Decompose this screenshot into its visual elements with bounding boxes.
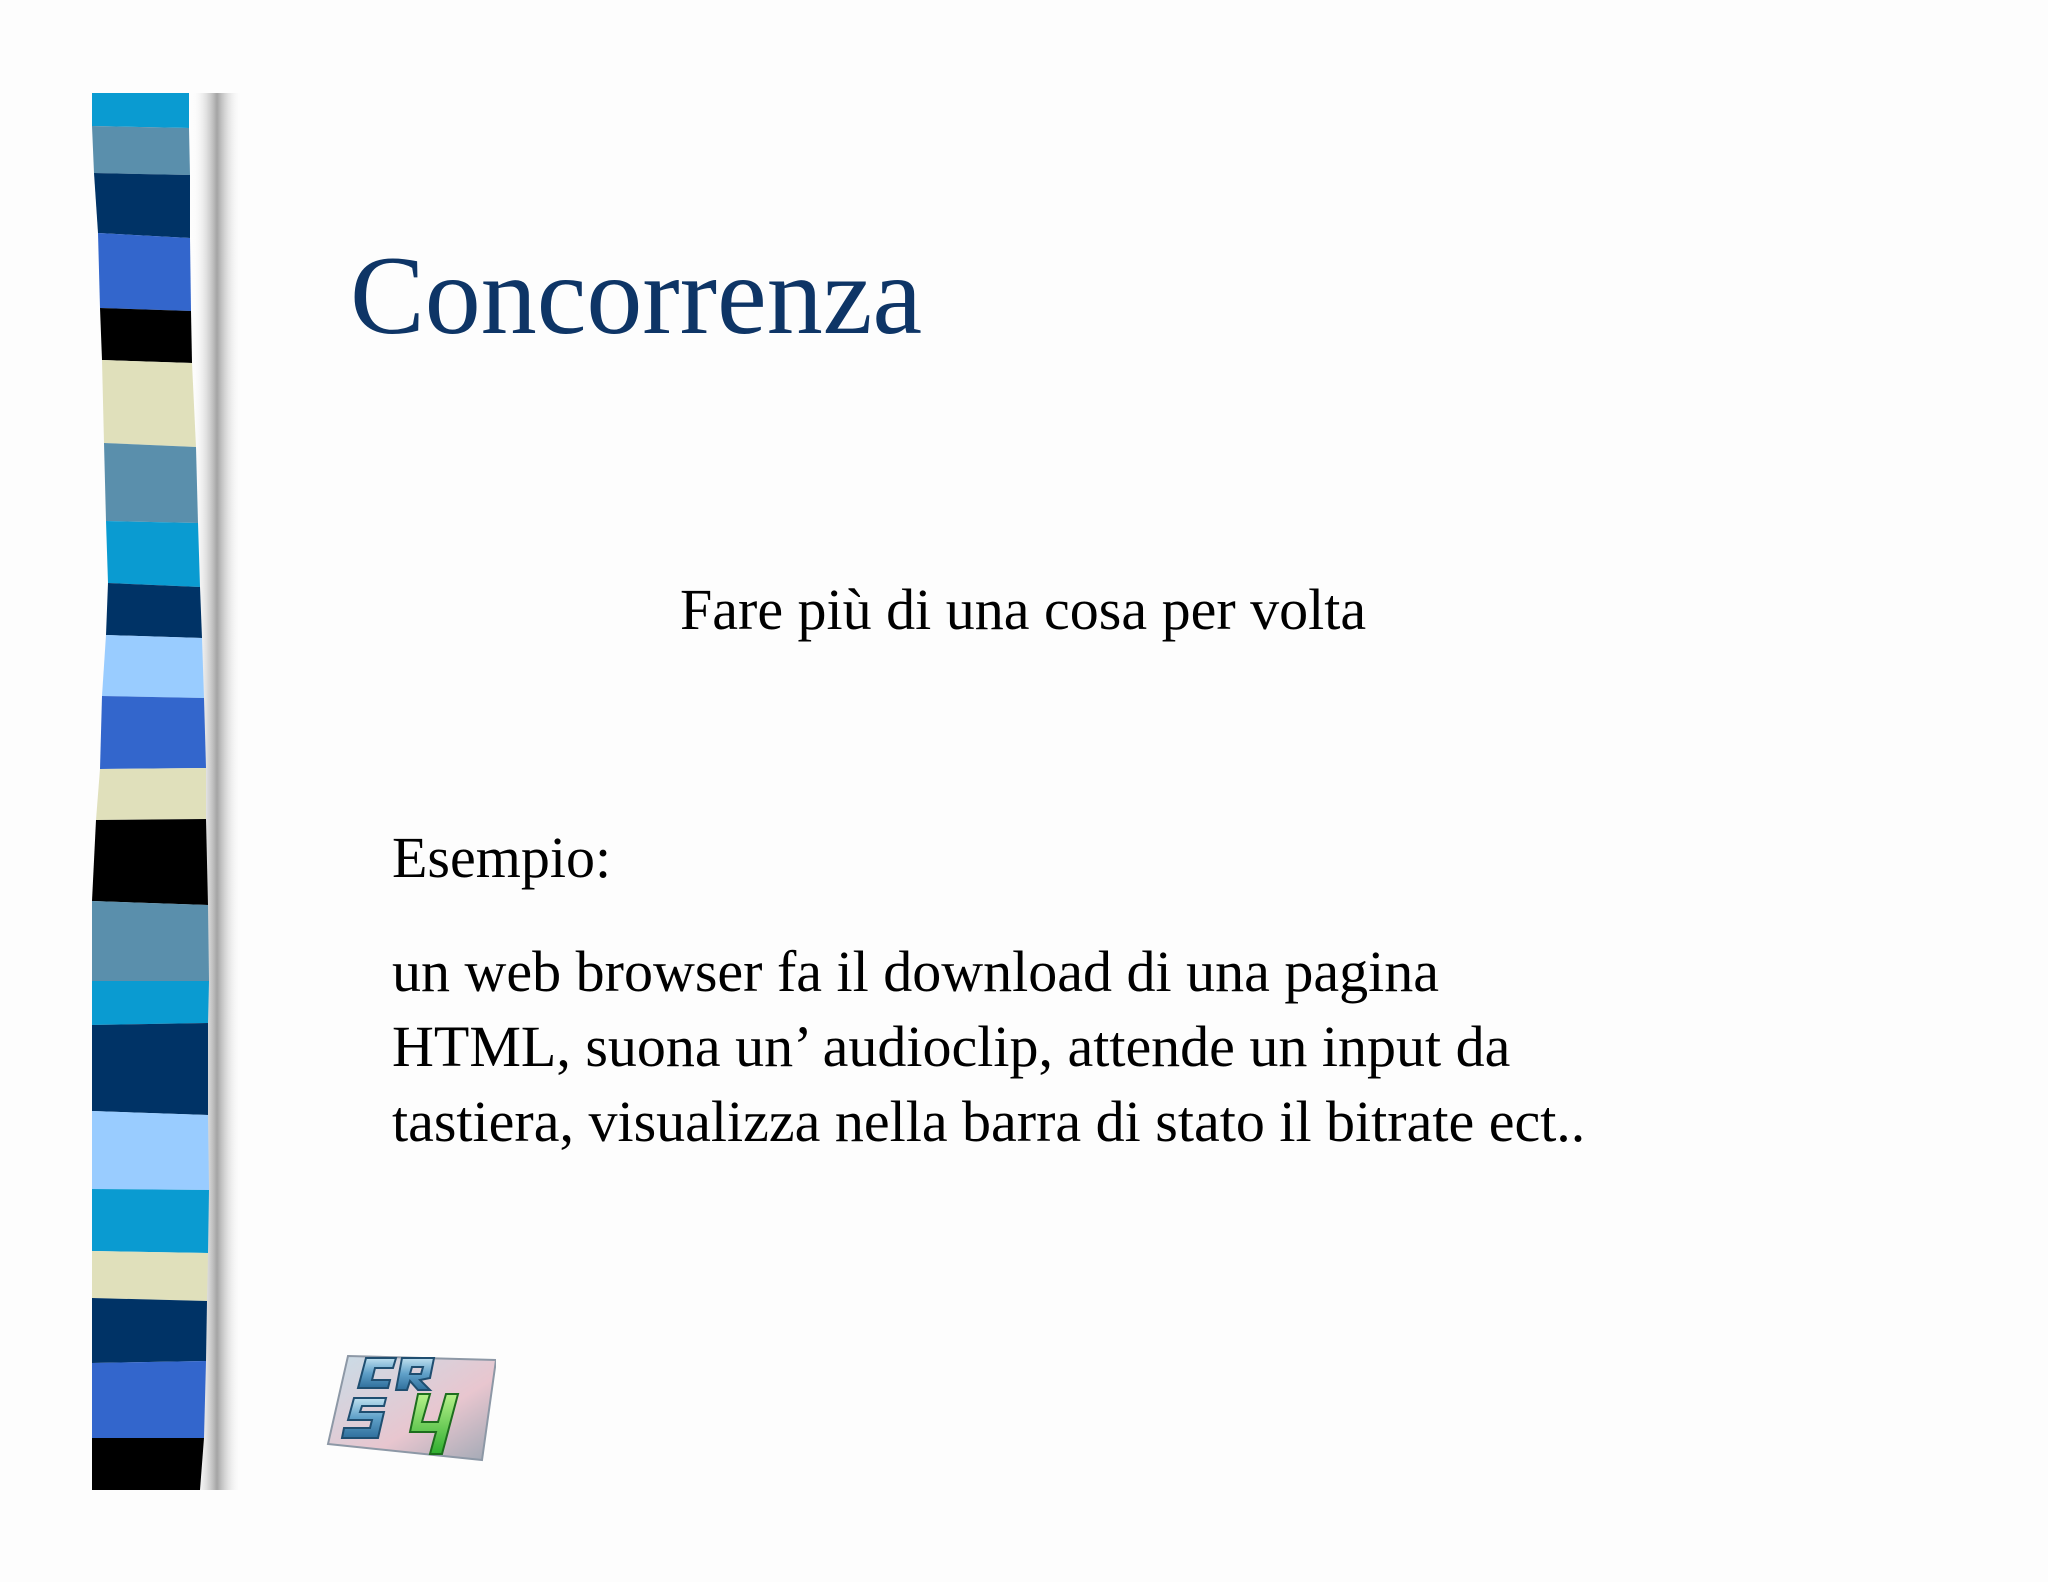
decorative-stripe-bar xyxy=(92,93,242,1490)
example-line: HTML, suona un’ audioclip, attende un input da xyxy=(392,1014,1511,1079)
example-line: tastiera, visualizza nella barra di stato il bitrate ect.. xyxy=(392,1089,1586,1154)
example-line: un web browser fa il download di una pagina xyxy=(392,939,1439,1004)
slide-title: Concorrenza xyxy=(350,234,923,358)
crs4-logo xyxy=(326,1336,496,1464)
slide-subtitle: Fare più di una cosa per volta xyxy=(680,577,1367,642)
stripe-bar-graphic xyxy=(92,93,242,1490)
crs4-logo-icon xyxy=(326,1336,496,1464)
example-label: Esempio: xyxy=(392,825,612,890)
example-text xyxy=(392,934,1585,1159)
